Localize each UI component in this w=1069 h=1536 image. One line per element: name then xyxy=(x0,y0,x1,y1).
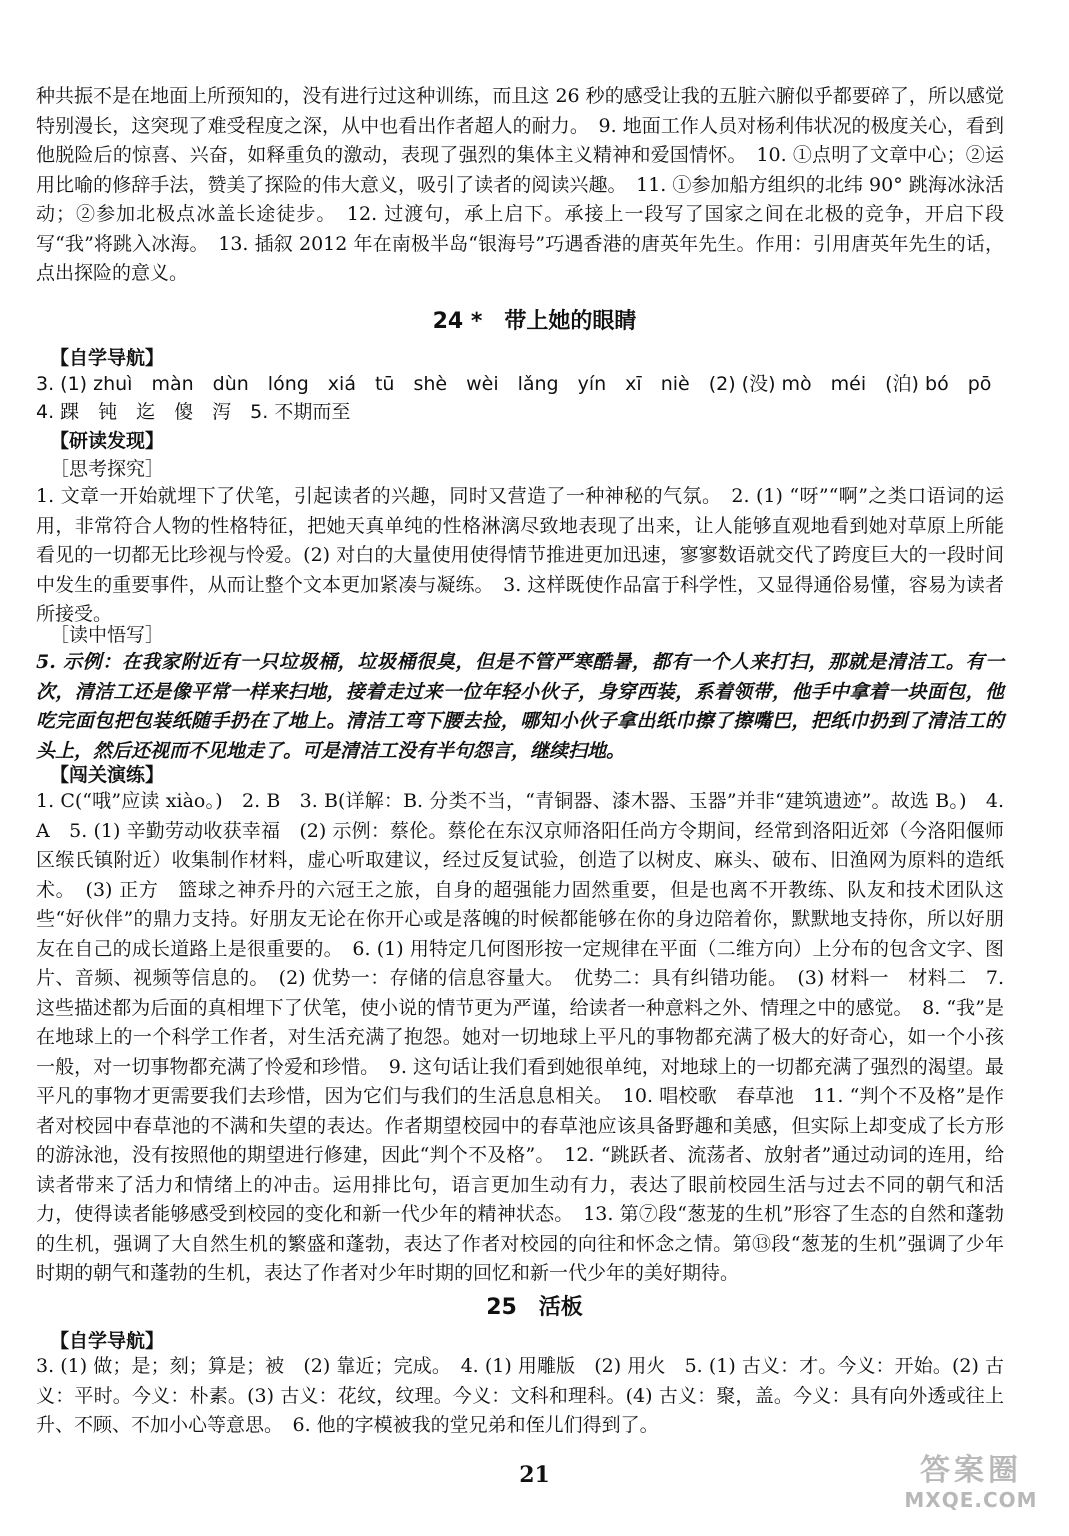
lesson-25-zixue-label: 【自学导航】 xyxy=(50,1330,165,1352)
lesson-24-sikao-label: ［思考探究］ xyxy=(50,458,165,480)
lesson-24-yandu-label: 【研读发现】 xyxy=(50,430,165,452)
page-number: 21 xyxy=(519,1462,550,1488)
lesson-25-title: 25 活板 xyxy=(486,1295,583,1320)
watermark-logo xyxy=(891,1454,1051,1516)
lesson-25-zixue-text: 3. (1) 做；是；刻；算是；被 (2) 靠近；完成。 4. (1) 用雕版 (2) 用火 5. (1) 古义：才。今义：开始。(2) 古义：平时。今义：朴素。(3) 古义：花纹，纹理。今义：文科和理科。(4) 古义：聚，盖。今义：具有向外透或往上升、不顾、不加小心等意思。 6. 他的字模被我的堂兄弟和侄儿们得到了。 xyxy=(36,1355,1004,1436)
lesson-24-title: 24 * 带上她的眼睛 xyxy=(432,309,637,334)
lesson-24-pinyin-line: 3. (1) zhuì màn dùn lóng xiá tū shè wèi lǎng yín xī niè (2) (没) mò méi (泊) bó pō xyxy=(36,373,992,395)
top-answers-paragraph: 种共振不是在地面上所预知的，没有进行过这种训练，而且这 26 秒的感受让我的五脏六腑似乎都要碎了，所以感觉特别漫长，这突现了难受程度之深，从中也看出作者超人的耐力。 9. 地面工作人员对杨利伟状况的极度关心，看到他脱险后的惊喜、兴奋，如释重负的激动，表现了强烈的集体主义精神和爱国情怀。 10. ①点明了文章中心；②运用比喻的修辞手法，赞美了探险的伟大意义，吸引了读者的阅读兴趣。 11. ①参加船方组织的北纬 90° 跳海冰泳活动；②参加北极点冰盖长途徒步。 12. 过渡句，承上启下。承接上一段写了国家之间在北极的竞争，开启下段写“我”将跳入冰海。 13. 插叙 2012 年在南极半岛“银海号”巧遇香港的唐英年先生。作用：引用唐英年先生的话，点出探险的意义。 xyxy=(36,85,1004,284)
lesson-24-zixue-label: 【自学导航】 xyxy=(50,347,165,369)
lesson-24-words-line: 4. 踝 钝 迄 傻 泻 5. 不期而至 xyxy=(36,401,351,423)
lesson-24-chuangguan-label: 【闯关演练】 xyxy=(50,764,165,786)
lesson-24-chuangguan-text: 1. C(“哦”应读 xiào。) 2. B 3. B(详解：B. 分类不当，“青铜器、漆木器、玉器”并非“建筑遗迹”。故选 B。) 4. A 5. (1) 辛勤劳动收获幸福 (2) 示例：蔡伦。蔡伦在东汉京师洛阳任尚方令期间，经常到洛阳近郊（今洛阳偃师区缑氏镇附近）收集制作材料，虚心听取建议，经过反复试验，创造了以树皮、麻头、破布、旧渔网为原料的造纸术。 (3) 正方 篮球之神乔丹的六冠王之旅，自身的超强能力固然重要，但是也离不开教练、队友和技术团队这些“好伙伴”的鼎力支持。好朋友无论在你开心或是落魄的时候都能够在你的身边陪着你，默默地支持你，所以好朋友在自己的成长道路上是很重要的。 6. (1) 用特定几何图形按一定规律在平面（二维方向）上分布的包含文字、图片、音频、视频等信息的。 (2) 优势一：存储的信息容量大。 优势二：具有纠错功能。 (3) 材料一 材料二 7. 这些描述都为后面的真相埋下了伏笔，使小说的情节更为严谨，给读者一种意料之外、情理之中的感觉。 8. “我”是在地球上的一个科学工作者，对生活充满了抱怨。她对一切地球上平凡的事物都充满了极大的好奇心，如一个小孩一般，对一切事物都充满了怜爱和珍惜。 9. 这句话让我们看到她很单纯，对地球上的一切都充满了强烈的渴望。最平凡的事物才更需要我们去珍惜，因为它们与我们的生活息息相关。 10. 唱校歌 春草池 11. “判个不及格”是作者对校园中春草池的不满和失望的表达。作者期望校园中的春草池应该具备野趣和美感，但实际上却变成了长方形的游泳池，没有按照他的期望进行修建，因此“判个不及格”。 12. “跳跃者、流荡者、放射者”通过动词的连用，给读者带来了活力和情绪上的冲击。运用排比句，语言更加生动有力，表达了眼前校园生活与过去不同的朝气和活力，使得读者能够感受到校园的变化和新一代少年的精神状态。 13. 第⑦段“葱茏的生机”形容了生态的自然和蓬勃的生机，强调了大自然生机的繁盛和蓬勃，表达了作者对校园的向往和怀念之情。第⑬段“葱茏的生机”强调了少年时期的朝气和蓬勃的生机，表达了作者对少年时期的回忆和新一代少年的美好期待。 xyxy=(36,790,1004,1284)
lesson-24-duzhong-label: ［读中悟写］ xyxy=(50,624,165,646)
watermark-top-text: 答案圈 xyxy=(920,1453,1022,1488)
lesson-24-duzhong-text: 5. 示例：在我家附近有一只垃圾桶，垃圾桶很臭，但是不管严寒酷暑，都有一个人来打扫，那就是清洁工。有一次，清洁工还是像平常一样来扫地，接着走过来一位年轻小伙子，身穿西装，系着领带，他手中拿着一块面包，他吃完面包把包装纸随手扔在了地上。清洁工弯下腰去捡，哪知小伙子拿出纸巾擦了擦嘴巴，把纸巾扔到了清洁工的头上，然后还视而不见地走了。可是清洁工没有半句怨言，继续扫地。 xyxy=(36,651,1004,762)
watermark-bottom-text: MXQE.COM xyxy=(904,1488,1038,1512)
lesson-24-sikao-text: 1. 文章一开始就埋下了伏笔，引起读者的兴趣，同时又营造了一种神秘的气氛。 2. (1) “呀”“啊”之类口语词的运用，非常符合人物的性格特征，把她天真单纯的性格淋漓尽致地表现了出来，让人能够直观地看到她对草原上所能看见的一切都无比珍视与怜爱。(2) 对白的大量使用使得情节推进更加迅速，寥寥数语就交代了跨度巨大的一段时间中发生的重要事件，从而让整个文本更加紧凑与凝练。 3. 这样既使作品富于科学性，又显得通俗易懂，容易为读者所接受。 xyxy=(36,485,1004,625)
